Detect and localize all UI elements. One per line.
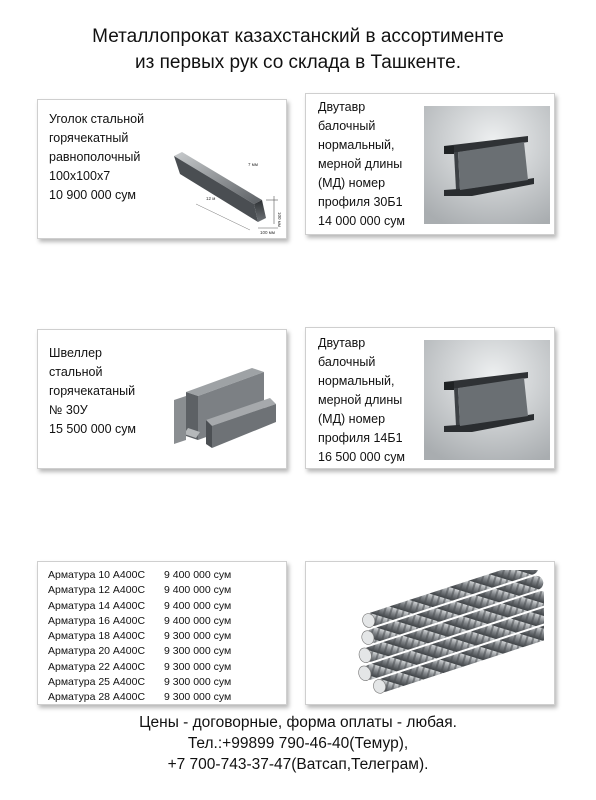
- rebar-price: 9 300 000 сум: [164, 645, 232, 658]
- ibeam-14-price: 16 500 000 сум: [318, 450, 405, 464]
- ibeam-30-image: [424, 106, 550, 224]
- ibeam-14-line-3: нормальный,: [318, 374, 395, 388]
- angle-label-length: 12 м: [206, 196, 216, 201]
- ibeam-14-image: [424, 340, 550, 460]
- rebar-bundle-image: [324, 570, 544, 698]
- rebar-photo-card: [305, 561, 555, 705]
- table-row: [48, 629, 231, 644]
- rebar-name: Арматура 14 А400С: [48, 599, 146, 612]
- angle-line-4: 100х100х7: [49, 169, 111, 183]
- table-row: [48, 568, 231, 583]
- angle-steel-image: [166, 148, 284, 234]
- footer-phone-2: +7 700-743-37-47(Ватсап,Телеграм).: [167, 756, 429, 773]
- ibeam-30-line-5: (МД) номер: [318, 176, 386, 190]
- angle-description: [49, 110, 144, 205]
- product-card-channel: [37, 329, 287, 469]
- rebar-name: Арматура 10 А400С: [48, 569, 146, 581]
- table-row: [48, 614, 231, 629]
- angle-label-thickness: 7 мм: [248, 162, 258, 167]
- rebar-price-list-card: [37, 561, 287, 705]
- product-card-ibeam-30: [305, 93, 555, 235]
- table-row: [48, 675, 231, 690]
- ibeam-30-price: 14 000 000 сум: [318, 214, 405, 228]
- ibeam-14-description: [318, 334, 405, 467]
- table-row: [48, 660, 231, 675]
- channel-line-2: стальной: [49, 365, 103, 379]
- ibeam-30-line-4: мерной длины: [318, 157, 403, 171]
- ibeam-14-line-2: балочный: [318, 355, 376, 369]
- ibeam-14-line-4: мерной длины: [318, 393, 403, 407]
- rebar-price: 9 300 000 сум: [164, 660, 232, 673]
- rebar-name: Арматура 28 А400С: [48, 691, 146, 704]
- angle-line-1: Уголок стальной: [49, 112, 145, 126]
- title-line-2: из первых рук со склада в Ташкенте.: [134, 52, 462, 73]
- ibeam-14-line-6: профиля 14Б1: [318, 431, 403, 445]
- ibeam-30-line-2: балочный: [318, 119, 376, 133]
- table-row: [48, 583, 231, 598]
- angle-line-2: горячекатный: [49, 131, 129, 145]
- angle-line-3: равнополочный: [49, 150, 141, 164]
- ibeam-30-line-1: Двутавр: [318, 100, 366, 114]
- channel-line-1: Швеллер: [49, 346, 102, 360]
- ibeam-30-line-6: профиля 30Б1: [318, 195, 403, 209]
- title-line-1: Металлопрокат казахстанский в ассортименте: [92, 26, 504, 47]
- footer-terms: Цены - договорные, форма оплаты - любая.: [139, 714, 457, 731]
- rebar-price: 9 300 000 сум: [164, 630, 232, 643]
- channel-description: [49, 344, 136, 439]
- channel-line-4: № 30У: [49, 403, 88, 417]
- ibeam-14-line-1: Двутавр: [318, 336, 366, 350]
- product-card-ibeam-14: [305, 327, 555, 469]
- page-title: [0, 24, 596, 76]
- rebar-price: 9 400 000 сум: [164, 584, 232, 597]
- rebar-name: Арматура 25 А400С: [48, 676, 146, 689]
- angle-price: 10 900 000 сум: [49, 188, 136, 202]
- rebar-price: 9 400 000 сум: [164, 614, 232, 627]
- ibeam-30-line-3: нормальный,: [318, 138, 395, 152]
- rebar-name: Арматура 16 А400С: [48, 614, 146, 627]
- rebar-name: Арматура 18 А400С: [48, 630, 146, 643]
- rebar-price: 9 400 000 сум: [164, 599, 232, 612]
- channel-price: 15 500 000 сум: [49, 422, 136, 436]
- rebar-price: 9 300 000 сум: [164, 676, 232, 689]
- angle-label-side-vertical: 100 мм: [277, 212, 282, 227]
- ibeam-30-description: [318, 98, 405, 231]
- table-row: [48, 690, 231, 705]
- contact-footer: [0, 712, 596, 775]
- rebar-name: Арматура 22 А400С: [48, 660, 146, 673]
- table-row: [48, 644, 231, 659]
- rebar-price-list: [48, 568, 231, 706]
- product-card-angle: [37, 99, 287, 239]
- angle-label-side-horizontal: 100 мм: [260, 230, 275, 234]
- rebar-price: 9 300 000 сум: [164, 691, 232, 704]
- rebar-name: Арматура 12 А400С: [48, 584, 146, 597]
- footer-phone-1: Тел.:+99899 790-46-40(Темур),: [187, 735, 409, 752]
- channel-line-3: горячекатаный: [49, 384, 136, 398]
- rebar-name: Арматура 20 А400С: [48, 645, 146, 658]
- ibeam-14-line-5: (МД) номер: [318, 412, 386, 426]
- channel-steel-image: [166, 360, 280, 452]
- rebar-price: 9 400 000 сум: [164, 569, 232, 581]
- table-row: [48, 599, 231, 614]
